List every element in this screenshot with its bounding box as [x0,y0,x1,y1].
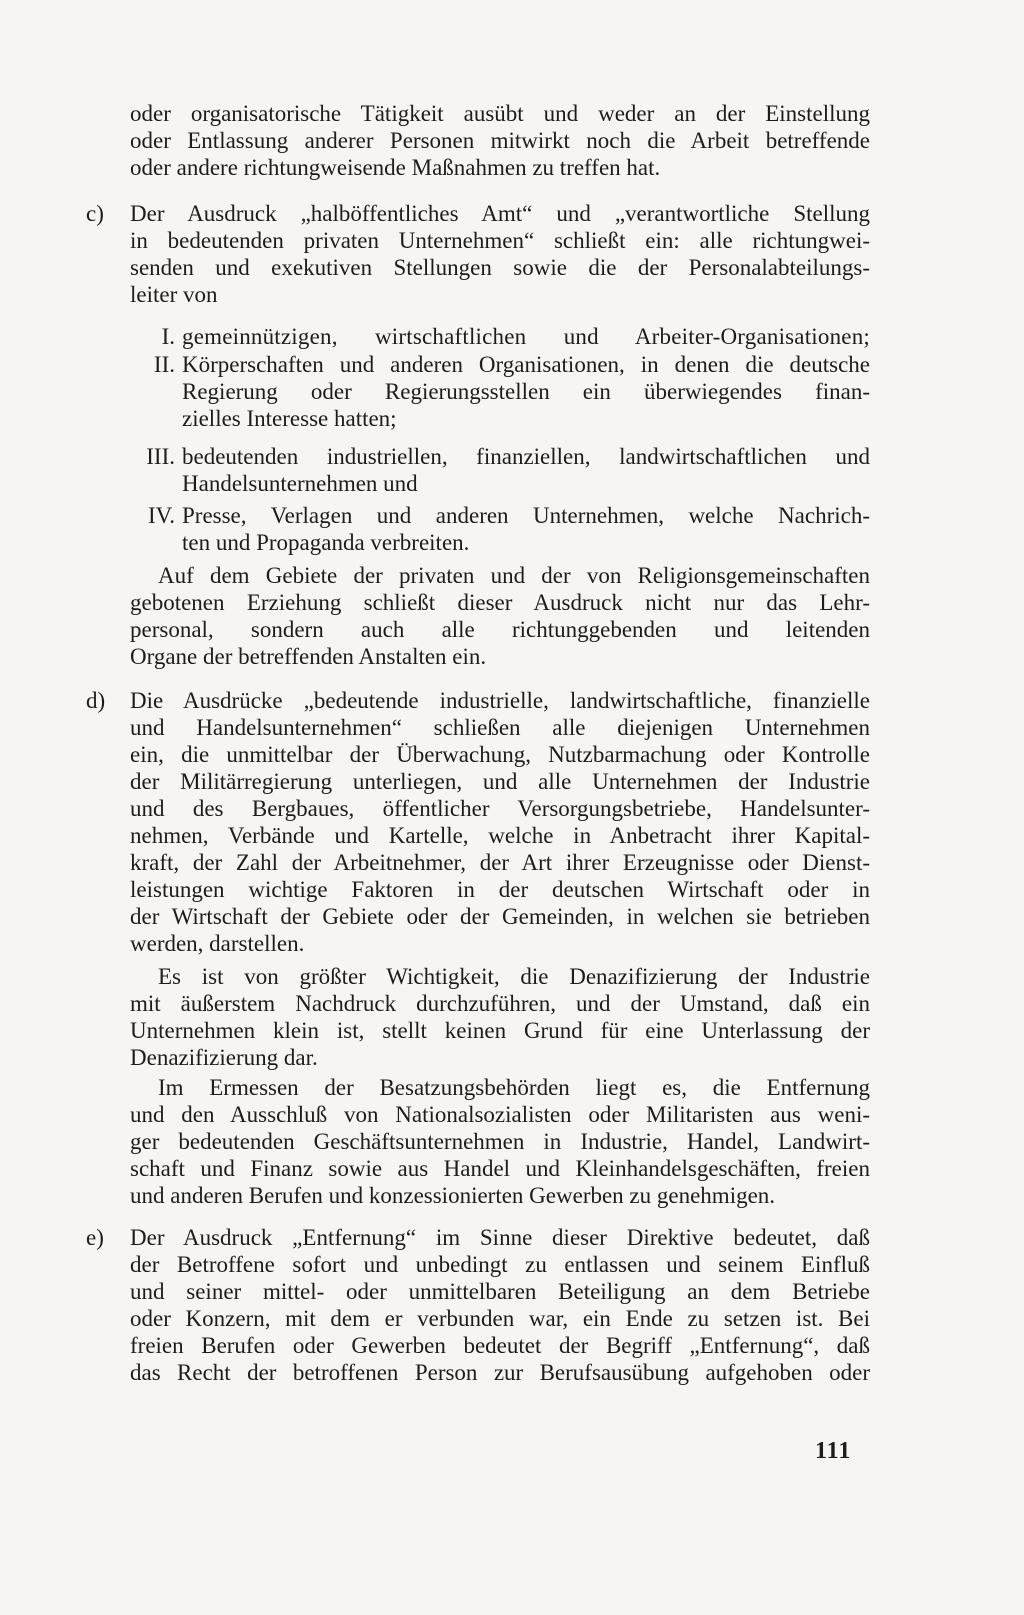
section-d [86,687,870,957]
item-number: I. [161,324,175,349]
section-d-paragraph-3 [130,1074,870,1209]
text-line: kraft, der Zahl der Arbeitnehmer, der Art ihrer Erzeugnisse oder Dienst- [130,850,870,875]
text-line: bedeutenden industriellen, finanziellen, landwirtschaftlichen und [182,444,870,469]
intro-paragraph [130,100,870,181]
text-line: der Wirtschaft der Gebiete oder der Gemeinden, in welchen sie betrieben [130,904,870,929]
text-line: das Recht der betroffenen Person zur Berufsausübung aufgehoben oder [130,1360,870,1385]
section-c [86,200,870,308]
text-line: Die Ausdrücke „bedeutende industrielle, landwirtschaftliche, finanzielle [130,688,870,713]
text-line: Organe der betreffenden Anstalten ein. [130,644,487,669]
text-line: freien Berufen oder Gewerben bedeutet der Begriff „Entfernung“, daß [130,1333,870,1358]
text-line: mit äußerstem Nachdruck durchzuführen, und der Umstand, daß ein [130,991,870,1016]
section-marker: d) [86,688,106,713]
text-line: und seiner mittel- oder unmittelbaren Beteiligung an dem Betriebe [130,1279,870,1304]
text-line: gemeinnützigen, wirtschaftlichen und Arbeiter-Organisationen; [182,324,870,349]
text-line: Regierung oder Regierungsstellen ein überwiegendes finan- [182,379,870,404]
text-line: Körperschaften und anderen Organisationen, in denen die deutsche [182,352,870,377]
item-number: II. [153,352,175,377]
text-line: zielles Interesse hatten; [182,406,397,431]
text-line: ein, die unmittelbar der Überwachung, Nutzbarmachung oder Kontrolle [130,742,870,767]
text-line: oder Konzern, mit dem er verbunden war, ein Ende zu setzen ist. Bei [130,1306,870,1331]
text-line: nehmen, Verbände und Kartelle, welche in Anbetracht ihrer Kapital- [130,823,870,848]
text-line: der Militärregierung unterliegen, und alle Unternehmen der Industrie [130,769,870,794]
text-line: senden und exekutiven Stellungen sowie die der Personalabteilungs- [130,255,870,280]
text-line: der Betroffene sofort und unbedingt zu entlassen und seinem Einfluß [130,1252,870,1277]
text-line: werden, darstellen. [130,931,305,956]
text-line: und Handelsunternehmen“ schließen alle diejenigen Unternehmen [130,715,870,740]
item-number: IV. [147,503,175,528]
item-number: III. [146,444,175,469]
text-line: oder Entlassung anderer Personen mitwirkt noch die Arbeit betreffende [130,128,870,153]
text-line: Es ist von größter Wichtigkeit, die Denazifizierung der Industrie [158,964,870,989]
text-line: Denazifizierung dar. [130,1045,318,1070]
text-line: Der Ausdruck „halböffentliches Amt“ und „verantwortliche Stellung [130,201,870,226]
text-line: Auf dem Gebiete der privaten und der von Religionsgemeinschaften [158,563,870,588]
text-line: leiter von [130,282,218,307]
section-d-paragraph-2 [130,963,870,1071]
text-line: Unternehmen klein ist, stellt keinen Grund für eine Unterlassung der [130,1018,870,1043]
section-c-paragraph [130,562,870,670]
text-line: und anderen Berufen und konzessionierten Gewerben zu genehmigen. [130,1183,776,1208]
section-e [86,1224,870,1386]
text-line: Handelsunternehmen und [182,471,418,496]
text-line: personal, sondern auch alle richtunggebenden und leitenden [130,617,870,642]
text-line: Presse, Verlagen und anderen Unternehmen, welche Nachrich- [182,503,870,528]
text-line: oder organisatorische Tätigkeit ausübt und weder an der Einstellung [130,101,870,126]
text-line: Im Ermessen der Besatzungsbehörden liegt es, die Entfernung [158,1075,870,1100]
text-line: in bedeutenden privaten Unternehmen“ schließt ein: alle richtungwei- [130,228,870,253]
text-line: leistungen wichtige Faktoren in der deutschen Wirtschaft oder in [130,877,870,902]
section-marker: c) [86,201,104,226]
text-line: und den Ausschluß von Nationalsozialisten oder Militaristen aus weni- [130,1102,870,1127]
section-marker: e) [86,1225,104,1250]
text-line: ten und Propaganda verbreiten. [182,530,470,555]
text-line: oder andere richtungweisende Maßnahmen zu treffen hat. [130,155,661,180]
text-line: und des Bergbaues, öffentlicher Versorgungsbetriebe, Handelsunter- [130,796,870,821]
text-line: schaft und Finanz sowie aus Handel und Kleinhandelsgeschäften, freien [130,1156,870,1181]
text-line: gebotenen Erziehung schließt dieser Ausdruck nicht nur das Lehr- [130,590,870,615]
text-line: ger bedeutenden Geschäftsunternehmen in Industrie, Handel, Landwirt- [130,1129,870,1154]
page-number: 111 [815,1438,852,1464]
text-line: Der Ausdruck „Entfernung“ im Sinne dieser Direktive bedeutet, daß [130,1225,870,1250]
